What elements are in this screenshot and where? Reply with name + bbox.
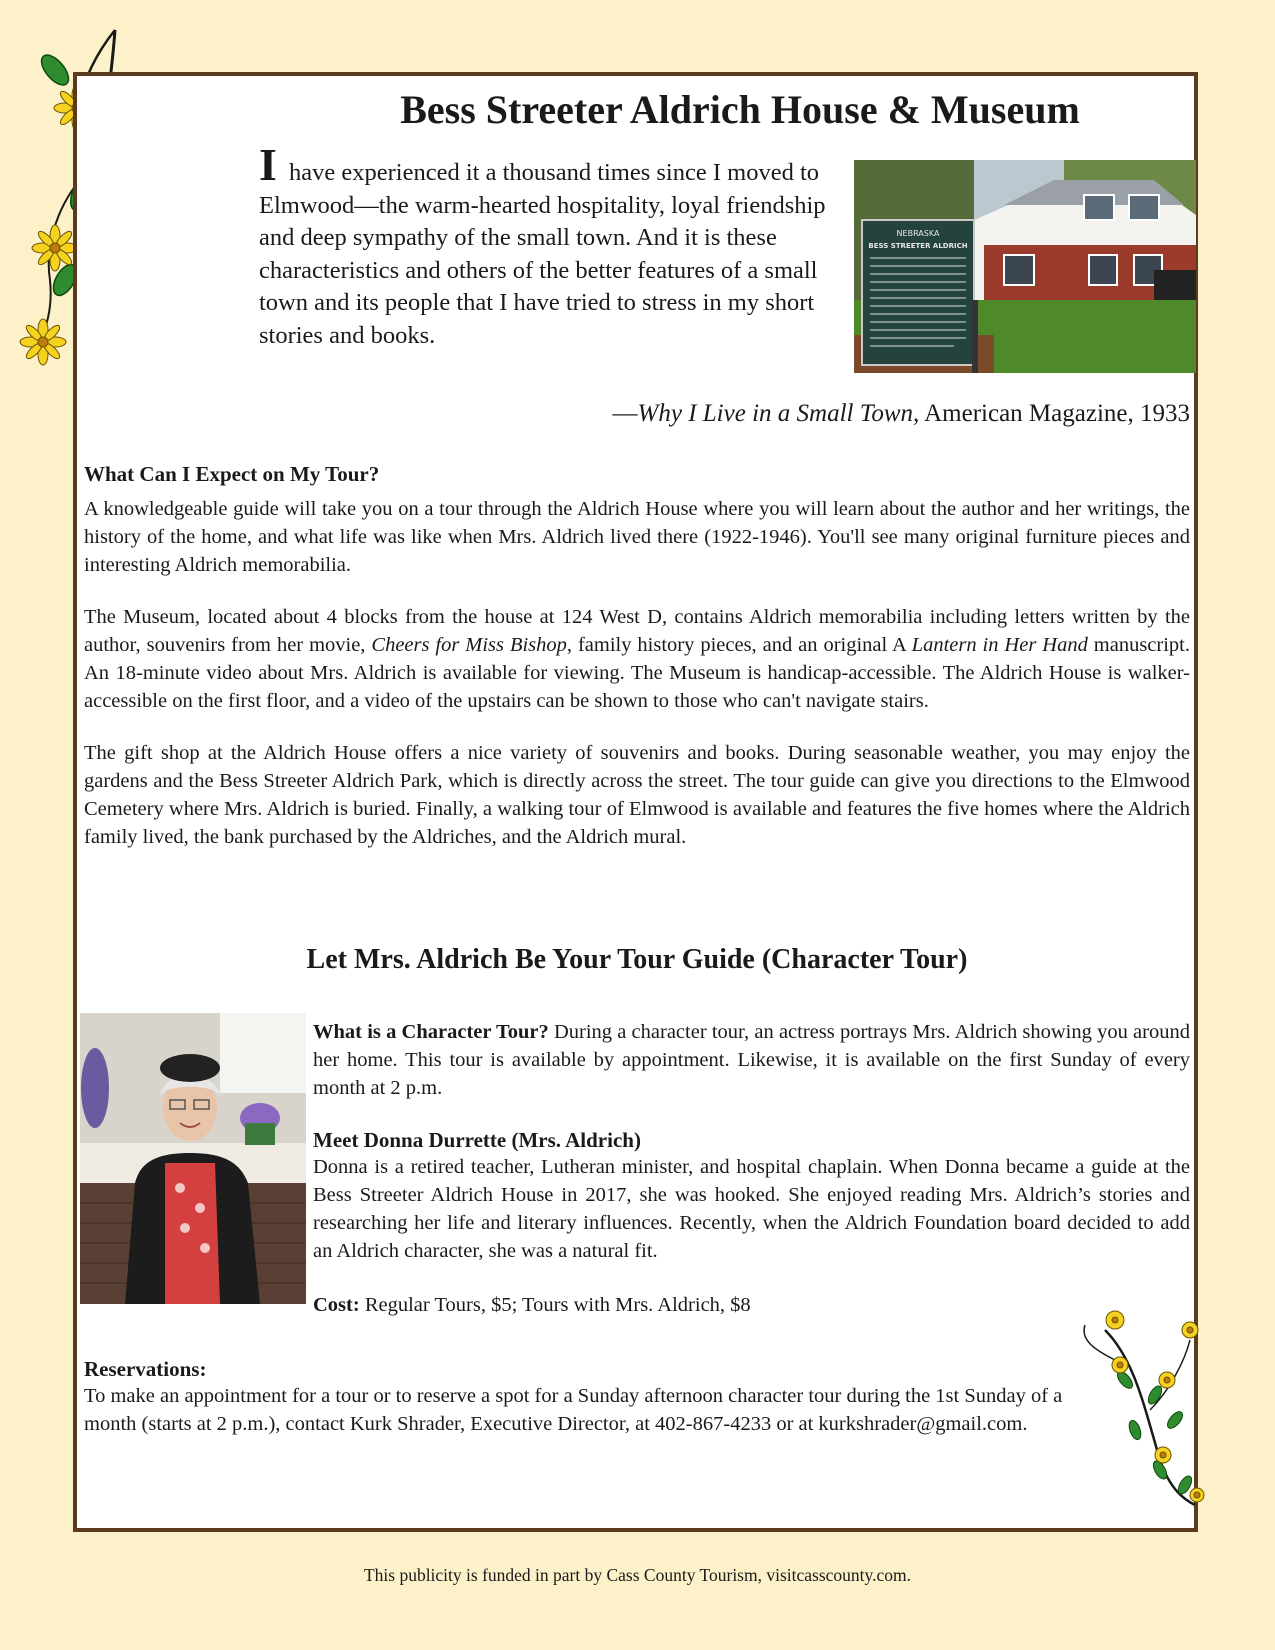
page-title: Bess Streeter Aldrich House & Museum [400,87,1080,132]
donna-durrette-photo [80,1013,306,1304]
attribution-dash: — [612,400,638,427]
quote-dropcap: I [259,139,277,190]
cost-line [313,1291,1190,1319]
meet-donna-heading: Meet Donna Durrette (Mrs. Aldrich) [313,1128,641,1152]
movie-title: Cheers for Miss Bishop [371,634,567,656]
tour-p2-text-c: manuscript. An 18-minute video about Mrs. Aldrich is available for viewing. The Museum is handicap-accessible. The Aldrich House is walker-accessible on the first floor, and a video of the upstairs can be shown to those who can't navigate stairs. [84,634,1190,712]
tour-paragraph-2 [84,603,1190,715]
funding-footer: This publicity is funded in part by Cass County Tourism, visitcasscounty.com. [363,1565,912,1585]
sign-title: BESS STREETER ALDRICH [868,242,968,250]
reservations-heading: Reservations: [84,1357,207,1381]
reservations-section [84,1357,1064,1438]
cost-label: Cost: [313,1294,360,1316]
flower-vine-decoration-bottom-right [1075,1300,1215,1510]
quote-attribution [613,400,1190,428]
tour-section [84,462,1190,851]
tour-paragraph-3: The gift shop at the Aldrich House offers a nice variety of souvenirs and books. During seasonable weather, you may enjoy the gardens and the Bess Streeter Aldrich Park, which is directly across the street. The tour guide can give you directions to the Elmwood Cemetery where Mrs. Aldrich is buried. Finally, a walking tour of Elmwood is available and features the five homes where the Aldrich family lived, the bank purchased by the Aldriches, and the Aldrich mural. [84,742,1190,848]
book-title: Lantern in Her Hand [911,634,1088,656]
tour-heading: What Can I Expect on My Tour? [84,462,380,486]
attribution-title: Why I Live in a Small Town, [637,400,920,427]
author-quote [259,139,849,352]
tour-p2-text-a: The Museum, located about 4 blocks from the house at 124 West D, contains Aldrich memorabilia including letters written by the author, souvenirs from her movie, [84,606,1190,656]
character-tour-heading: Let Mrs. Aldrich Be Your Tour Guide (Character Tour) [306,944,968,975]
sign-state: NEBRASKA [896,229,940,238]
cost-text: Regular Tours, $5; Tours with Mrs. Aldrich, $8 [359,1294,751,1316]
character-tour-description [313,1018,1190,1319]
character-tour-question-label: What is a Character Tour? [313,1021,549,1043]
reservations-text: To make an appointment for a tour or to reserve a spot for a Sunday afternoon character tour during the 1st Sunday of a month (starts at 2 p.m.), contact Kurk Shrader, Executive Director, at 402-867-4233 or at kurkshrader@gmail.com. [84,1385,1063,1435]
meet-donna-text: Donna is a retired teacher, Lutheran minister, and hospital chaplain. When Donna became a guide at the Bess Streeter Aldrich House in 2017, she was hooked. She enjoyed reading Mrs. Aldrich’s stories and researching her life and literary influences. Recently, when the Aldrich Foundation board decided to add an Aldrich character, she was a natural fit. [313,1156,1190,1262]
character-tour-question-text: During a character tour, an actress portrays Mrs. Aldrich showing you around her home. This tour is available by appointment. Likewise, it is available on the first Sunday of every month at 2 p.m. [313,1021,1190,1099]
tour-paragraph-1: A knowledgeable guide will take you on a tour through the Aldrich House where you will learn about the author and her writings, the history of the home, and what life was like when Mrs. Aldrich lived there (1922-1946). You'll see many original furniture pieces and interesting Aldrich memorabilia. [84,498,1190,576]
aldrich-house-photo [854,160,1196,373]
character-tour-question [313,1018,1190,1102]
quote-text: have experienced it a thousand times since I moved to Elmwood—the warm-hearted hospitality, loyal friendship and deep sympathy of the small town. And it is these characteristics and others of the better features of a small town and its people that I have tried to stress in my short stories and books. [259,159,826,349]
attribution-source: American Magazine, 1933 [919,400,1190,427]
tour-p2-text-b: , family history pieces, and an original A [566,634,912,656]
